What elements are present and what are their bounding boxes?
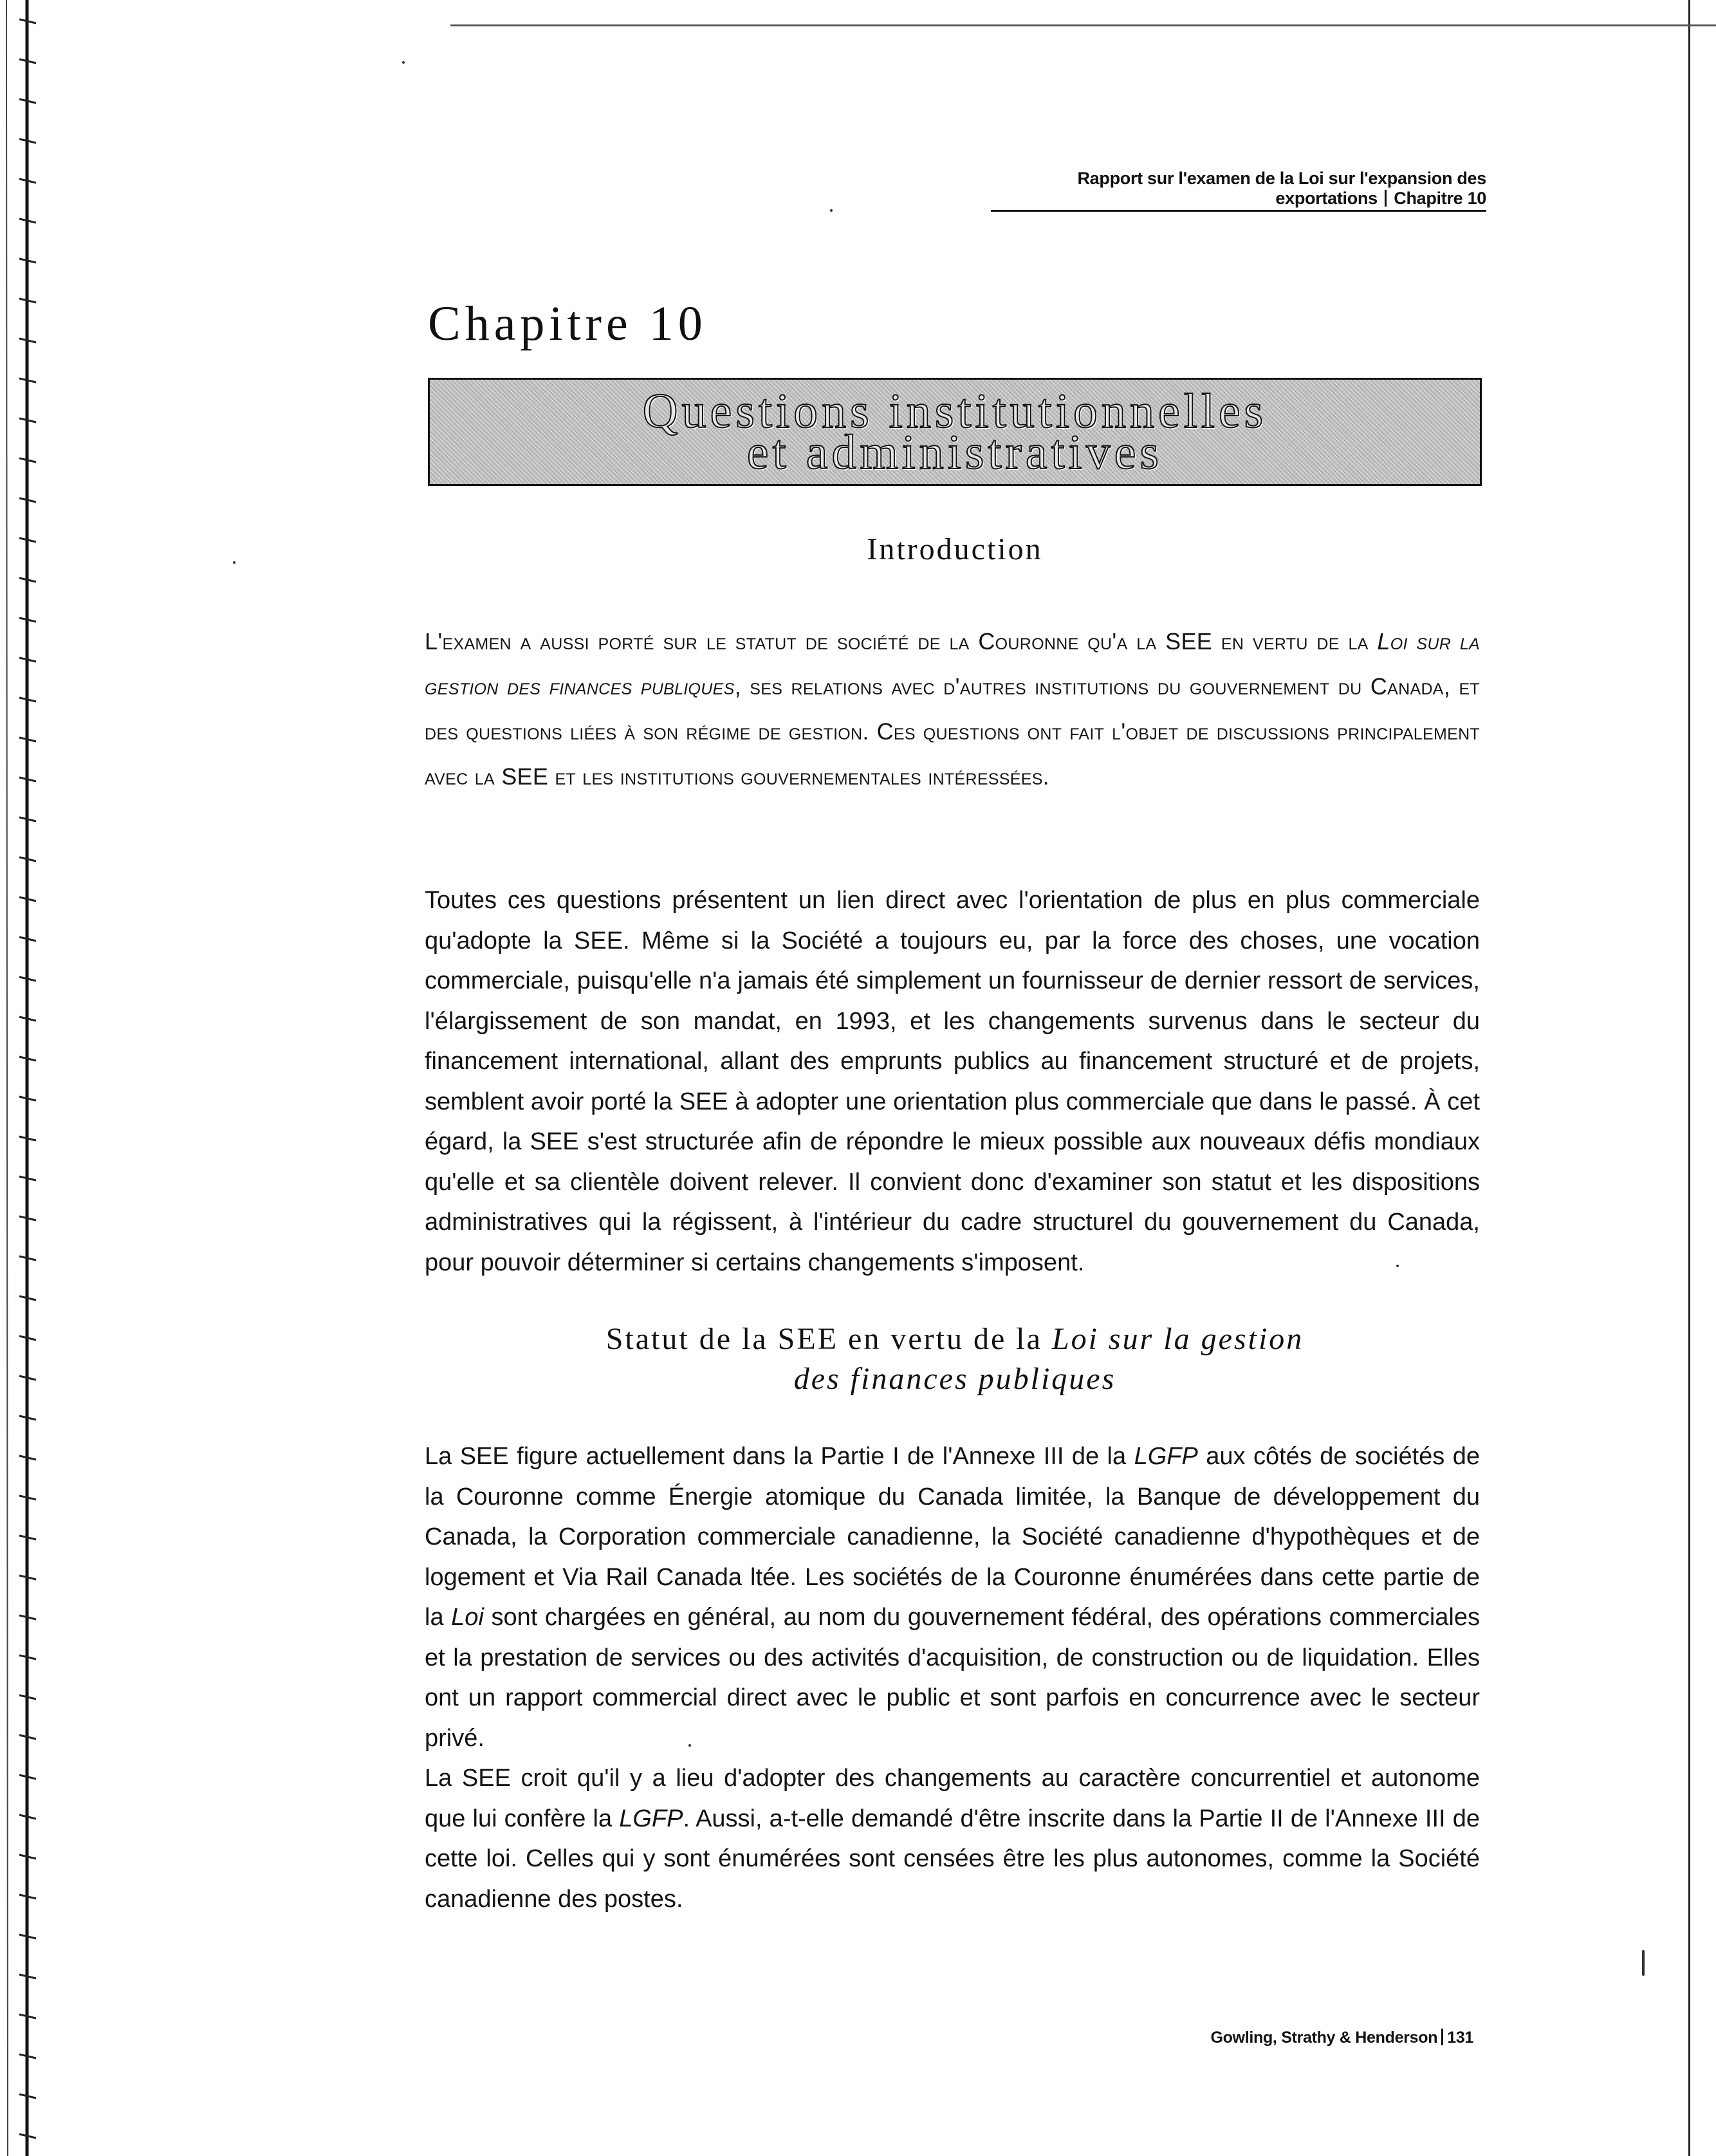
footer-page-number: 131 xyxy=(1447,2029,1473,2047)
chapter-title-line2: et administratives xyxy=(746,425,1163,479)
scan-speck xyxy=(233,561,235,564)
statut-heading-italic: Loi sur la gestion xyxy=(1051,1322,1304,1356)
running-header xyxy=(991,169,1486,212)
scan-mark xyxy=(1642,1950,1645,1976)
scan-right-edge xyxy=(1688,0,1716,2156)
statut-p2-text-a: La SEE croit qu'il y a lieu d'adopter des changements au caractère concurrentiel et autonome que lui confère la xyxy=(425,1765,1480,1832)
statut-p1-text-b: aux côtés de sociétés de la Couronne comme Énergie atomique du Canada limitée, la Banque de développement du Canada, la Corporation commerciale canadienne, la Société canadienne d'hypothèques et de logement et Via Rail Canada ltée. Les sociétés de la Couronne énumérées dans cette partie de la xyxy=(425,1443,1480,1631)
section-heading-statut xyxy=(428,1319,1482,1399)
scan-speck xyxy=(1396,1265,1399,1267)
scan-speck xyxy=(830,209,833,212)
statut-p1-text-c: sont chargées en général, au nom du gouvernement fédéral, des opérations commerciales et la prestation de services ou des activités d'acquisition, de construction ou de liquidation. Elles ont un rapport commercial direct avec le public et sont parfois en concurrence avec le secteur privé. xyxy=(425,1604,1480,1752)
statut-paragraph-2 xyxy=(425,1758,1480,1919)
scan-binding-edge xyxy=(0,0,71,2156)
scan-speck xyxy=(688,1744,691,1747)
footer-separator xyxy=(1441,2029,1443,2045)
statut-p2-abbrev: LGFP xyxy=(619,1805,683,1832)
intro-lead-paragraph xyxy=(425,619,1480,799)
intro-lead-text-a: L'examen a aussi porté sur le statut de société de la Couronne qu'a la SEE en vertu de la xyxy=(425,628,1378,655)
statut-p1-abbrev: LGFP xyxy=(1134,1443,1198,1470)
statut-paragraph-1 xyxy=(425,1436,1480,1758)
statut-heading-line2: des finances publiques xyxy=(793,1362,1116,1396)
statut-heading-text: Statut de la SEE en vertu de la xyxy=(605,1322,1052,1356)
section-heading-introduction: Introduction xyxy=(867,532,1043,566)
running-footer xyxy=(1197,2029,1473,2047)
intro-paragraph-2: Toutes ces questions présentent un lien direct avec l'orientation de plus en plus commerciale qu'adopte la SEE. Même si la Société a toujours eu, par la force des choses, une vocation commerciale, puisqu'elle n'a jamais été simplement un fournisseur de dernier ressort de services, l'élargissement de son mandat, en 1993, et les changements survenus dans le secteur du financement international, allant des emprunts publics au financement structuré et de projets, semblent avoir porté la SEE à adopter une orientation plus commerciale que dans le passé. À cet égard, la SEE s'est structurée afin de répondre le mieux possible aux nouveaux défis mondiaux qu'elle et sa clientèle doivent relever. Il convient donc d'examiner son statut et les dispositions administratives qui la régissent, à l'intérieur du cadre structurel du gouvernement du Canada, pour pouvoir déterminer si certains changements s'imposent. xyxy=(425,887,1480,1276)
scan-top-rule xyxy=(450,24,1716,26)
intro-lead-text-b: , ses relations avec d'autres institutions du gouvernement du Canada, et des questions liées à son régime de gestion. Ces questions ont fait l'objet de discussions principalement avec la SEE et les institutions gouvernementales intéressées. xyxy=(425,673,1480,790)
statut-heading-line1 xyxy=(428,1319,1482,1359)
chapter-label: Chapitre 10 xyxy=(428,297,707,351)
chapter-title-line1: Questions institutionnelles xyxy=(642,384,1268,438)
intro-lead-act-title: Loi sur la gestion des finances publiques xyxy=(425,628,1481,700)
statut-p1-text-a: La SEE figure actuellement dans la Partie I de l'Annexe III de la xyxy=(425,1443,1134,1470)
scan-speck xyxy=(402,61,405,64)
running-header-chapter: Chapitre 10 xyxy=(1394,189,1486,208)
statut-p2-text-b: . Aussi, a-t-elle demandé d'être inscrite dans la Partie II de l'Annexe III de cette loi. Celles qui y sont énumérées sont censées être les plus autonomes, comme la Société canadienne des postes. xyxy=(425,1805,1480,1913)
chapter-title-box xyxy=(428,378,1482,486)
footer-publisher: Gowling, Strathy & Henderson xyxy=(1210,2029,1438,2047)
running-header-title: Rapport sur l'examen de la Loi sur l'expansion des exportations xyxy=(1077,169,1486,208)
statut-p1-loi: Loi xyxy=(451,1604,484,1631)
